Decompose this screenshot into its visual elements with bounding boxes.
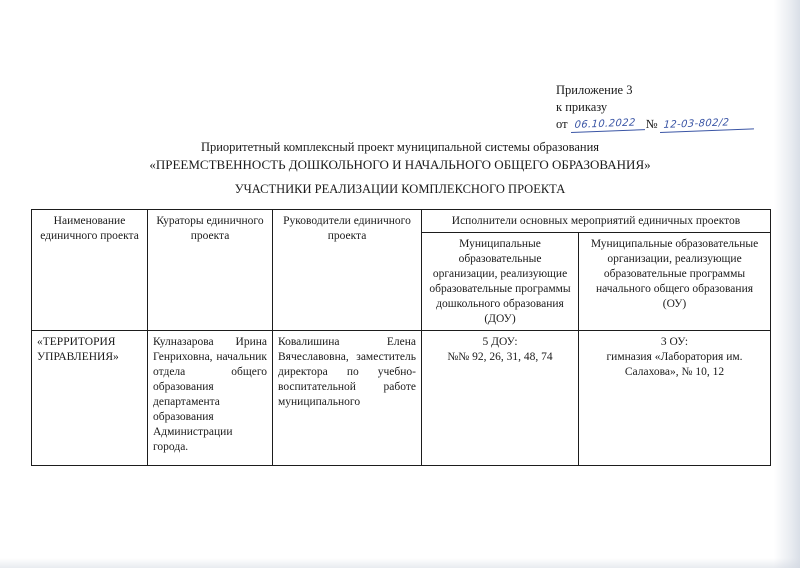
cell-manager: Ковалишина Елена Вячеславовна, заместитель директора по учебно-воспитательной работе муниципального [273,331,422,466]
section-heading: УЧАСТНИКИ РЕАЛИЗАЦИИ КОМПЛЕКСНОГО ПРОЕКТА [234,182,566,196]
approval-block [556,82,754,133]
handwritten-date: 06.10.2022 [571,117,646,133]
order-date-number-row [556,116,754,133]
header-curators: Кураторы единичного проекта [148,210,273,331]
cell-ou-list: 3 ОУ: гимназия «Лаборатория им. Салахова», № 10, 12 [579,331,771,466]
order-label: к приказу [556,100,608,114]
cell-dou-list: 5 ДОУ: №№ 92, 26, 31, 48, 74 [422,331,579,466]
number-sign: № [645,117,658,131]
header-project-name: Наименование единичного проекта [32,210,148,331]
appendix-label: Приложение 3 [556,83,633,97]
table-row [32,331,771,466]
header-ou-organizations: Муниципальные образовательные организации, реализующие образовательные программы начального общего образования (ОУ) [579,233,771,331]
scan-edge-shadow-right [774,0,800,568]
cell-project-name: «ТЕРРИТОРИЯ УПРАВЛЕНИЯ» [32,331,148,466]
document-title-block [0,139,800,173]
from-label: от [556,117,568,131]
scan-edge-shadow-bottom [0,558,800,568]
table-header-row-top [32,210,771,233]
project-title: «ПРЕЕМСТВЕННОСТЬ ДОШКОЛЬНОГО И НАЧАЛЬНОГО ОБЩЕГО ОБРАЗОВАНИЯ» [149,157,651,172]
header-dou-organizations: Муниципальные образовательные организации, реализующие образовательные программы дошкольного образования (ДОУ) [422,233,579,331]
participants-table [31,209,771,466]
handwritten-order-number: 12-03-802/2 [660,116,755,133]
header-managers: Руководители единичного проекта [273,210,422,331]
cell-curator: Кулназарова Ирина Генриховна, начальник отдела общего образования департамента образования Администрации города. [148,331,273,466]
header-executors-group: Исполнители основных мероприятий единичных проектов [422,210,771,233]
project-subtitle: Приоритетный комплексный проект муниципальной системы образования [200,140,600,154]
